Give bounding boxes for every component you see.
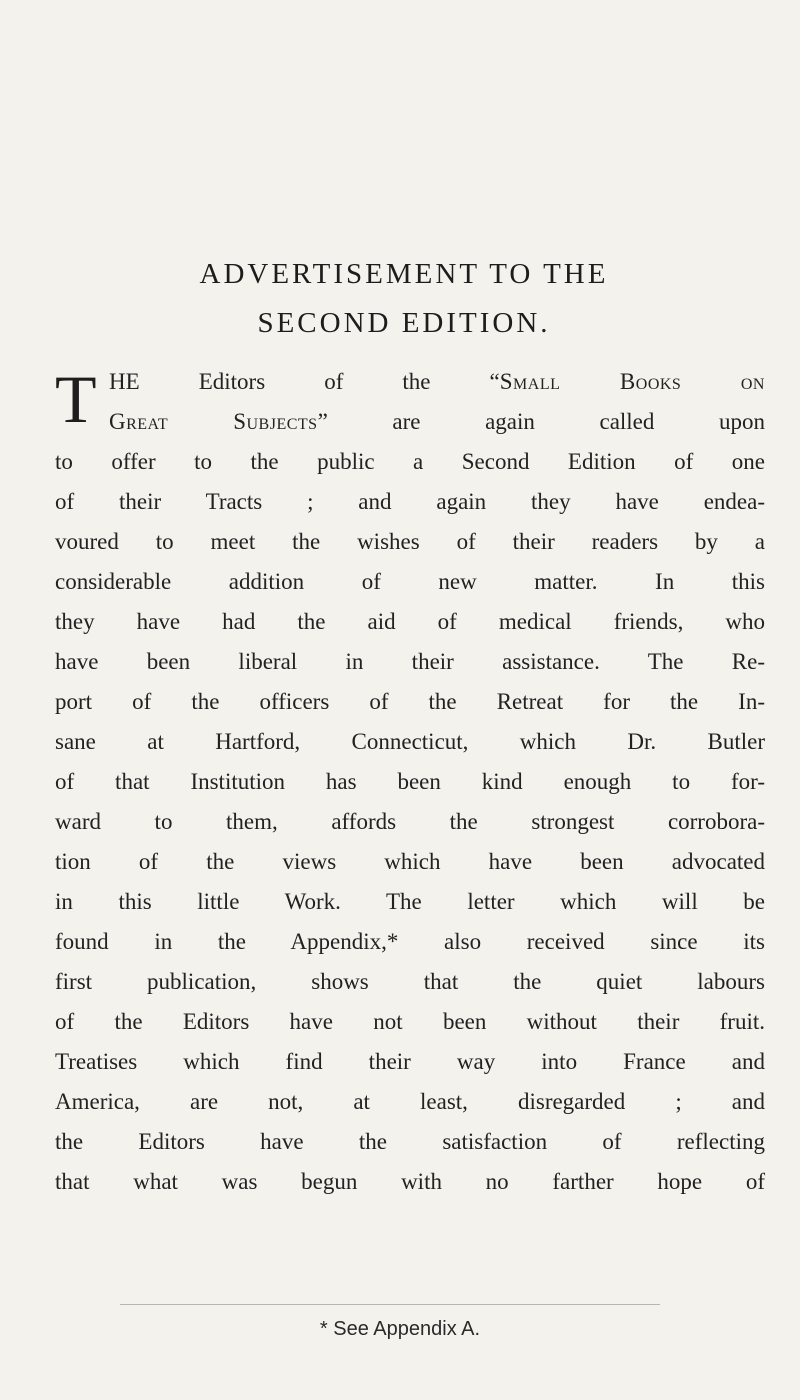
heading-line-1: ADVERTISEMENT TO THE: [199, 258, 609, 290]
footnote: * See Appendix A.: [319, 1318, 481, 1340]
text-line: first publication, shows that the quiet labours: [55, 969, 765, 994]
text-line: have been liberal in their assistance. The Re-: [55, 649, 765, 674]
text-line: of their Tracts ; and again they have endea-: [55, 489, 765, 514]
text-segment: ” are again called upon: [317, 409, 765, 434]
small-caps-title: Small Books on: [499, 369, 765, 394]
text-line: that what was begun with no farther hope of: [55, 1169, 765, 1194]
text-line: they have had the aid of medical friends, who: [55, 609, 765, 634]
heading-line-2: SECOND EDITION.: [257, 307, 551, 339]
text-line: the Editors have the satisfaction of reflecting: [55, 1129, 765, 1154]
text-line: voured to meet the wishes of their readers by a: [55, 529, 765, 554]
footnote-divider: [120, 1304, 660, 1305]
text-line: considerable addition of new matter. In this: [55, 569, 765, 594]
text-line: America, are not, at least, disregarded ; and: [55, 1089, 765, 1114]
text-line: of that Institution has been kind enough to for-: [55, 769, 765, 794]
text-line: to offer to the public a Second Edition of one: [55, 449, 765, 474]
small-caps-title: Great Subjects: [109, 409, 318, 434]
text-line: [109, 370, 765, 393]
text-line: ward to them, affords the strongest corrobora-: [55, 809, 765, 834]
text-line: tion of the views which have been advocated: [55, 849, 765, 874]
drop-cap: T: [55, 361, 97, 437]
text-line: Treatises which find their way into France and: [55, 1049, 765, 1074]
text-segment: HE Editors of the “: [109, 369, 500, 394]
text-line: sane at Hartford, Connecticut, which Dr. Butler: [55, 729, 765, 754]
text-line: found in the Appendix,* also received since its: [55, 929, 765, 954]
text-line: [109, 410, 765, 433]
text-line: port of the officers of the Retreat for the In-: [55, 689, 765, 714]
text-line: in this little Work. The letter which will be: [55, 889, 765, 914]
text-line: of the Editors have not been without their fruit.: [55, 1009, 765, 1034]
